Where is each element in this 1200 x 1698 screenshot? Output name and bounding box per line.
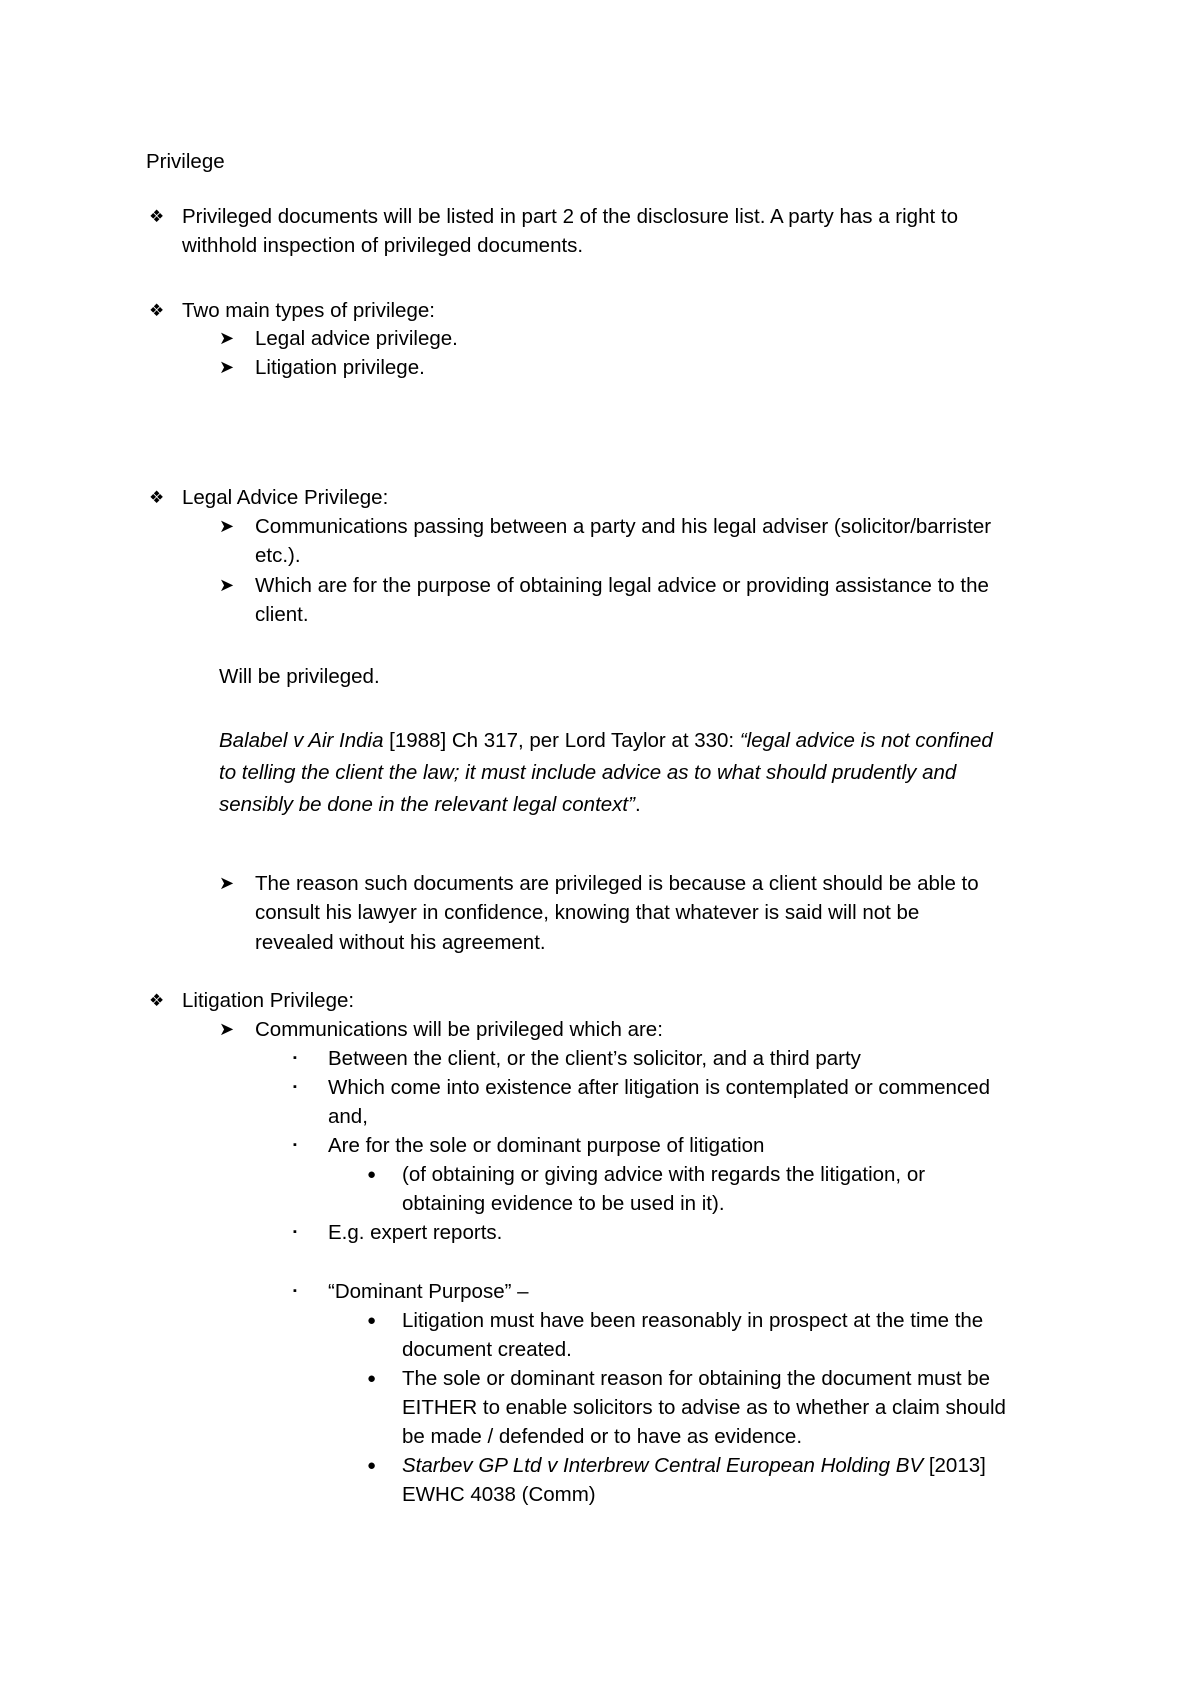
diamond-bullet-icon: ❖ [149,301,165,320]
arrow-bullet-icon: ➤ [219,575,235,595]
square-bullet-icon: ▪ [293,1139,297,1151]
case-citation: [1988] Ch 317, per Lord Taylor at 330: [383,729,740,752]
lit-dp2-line-3: be made / defended or to have as evidence. [402,1425,803,1448]
diamond-bullet-icon: ❖ [149,207,165,226]
lap-item-2-line-2: client. [255,603,309,626]
quote-line-2: to telling the client the law; it must include advice as to what should prudently and [219,761,957,784]
lap-conclusion: Will be privileged. [219,665,380,688]
lit-c2-line-1: Which come into existence after litigation is contemplated or commenced [328,1076,991,1099]
lap-reason-line-1: The reason such documents are privileged is because a client should be able to [255,872,979,895]
square-bullet-icon: ▪ [293,1226,297,1238]
dot-bullet-icon: ● [367,1166,377,1183]
square-bullet-icon: ▪ [293,1285,297,1297]
lit-dp3-line-2: EWHC 4038 (Comm) [402,1483,596,1506]
quote-end: . [634,793,641,816]
quote-line-1: “legal advice is not confined [739,729,993,752]
lap-case-line-1 [219,726,993,755]
square-bullet-icon: ▪ [293,1052,297,1064]
lit-c3a-line-2: obtaining evidence to be used in it). [402,1192,725,1215]
diamond-bullet-icon: ❖ [149,488,165,507]
arrow-bullet-icon: ➤ [219,1019,235,1039]
lit-sub: Communications will be privileged which are: [255,1018,663,1041]
lap-item-1-line-1: Communications passing between a party and his legal adviser (solicitor/barrister [255,515,992,538]
case-name: Balabel v Air India [219,729,384,752]
lit-c3: Are for the sole or dominant purpose of litigation [328,1134,765,1157]
arrow-bullet-icon: ➤ [219,516,235,536]
quote-line-3-wrap [219,790,641,819]
lap-reason-line-2: consult his lawyer in confidence, knowing that whatever is said will not be [255,901,920,924]
starbev-case-name: Starbev GP Ltd v Interbrew Central European Holding BV [402,1454,924,1477]
lit-c1: Between the client, or the client’s solicitor, and a third party [328,1047,861,1070]
lap-reason-line-3: revealed without his agreement. [255,931,546,954]
square-bullet-icon: ▪ [293,1081,297,1093]
arrow-bullet-icon: ➤ [219,873,235,893]
arrow-bullet-icon: ➤ [219,357,235,377]
dot-bullet-icon: ● [367,1312,377,1329]
lap-heading: Legal Advice Privilege: [182,486,389,509]
arrow-bullet-icon: ➤ [219,328,235,348]
diamond-bullet-icon: ❖ [149,991,165,1010]
intro-line-1: Privileged documents will be listed in part 2 of the disclosure list. A party has a right to [182,205,958,228]
lit-dp1-line-1: Litigation must have been reasonably in prospect at the time the [402,1309,984,1332]
types-item-1: Legal advice privilege. [255,327,458,350]
lit-dp1-line-2: document created. [402,1338,572,1361]
starbev-citation: [2013] [923,1454,986,1477]
lap-item-2-line-1: Which are for the purpose of obtaining legal advice or providing assistance to the [255,574,989,597]
lit-heading: Litigation Privilege: [182,989,355,1012]
dot-bullet-icon: ● [367,1370,377,1387]
quote-line-3: sensibly be done in the relevant legal context” [219,793,635,816]
lit-c4: E.g. expert reports. [328,1221,503,1244]
dot-bullet-icon: ● [367,1457,377,1474]
lit-dp2-line-2: EITHER to enable solicitors to advise as to whether a claim should [402,1396,1006,1419]
lit-dp: “Dominant Purpose” – [328,1280,529,1303]
lap-item-1-line-2: etc.). [255,544,301,567]
types-item-2: Litigation privilege. [255,356,425,379]
types-heading: Two main types of privilege: [182,299,435,322]
lit-c2-line-2: and, [328,1105,368,1128]
intro-line-2: withhold inspection of privileged documents. [182,234,584,257]
lit-dp2-line-1: The sole or dominant reason for obtaining the document must be [402,1367,991,1390]
document-title: Privilege [146,150,225,173]
lit-dp3-line-1 [402,1451,986,1480]
lit-c3a-line-1: (of obtaining or giving advice with regards the litigation, or [402,1163,926,1186]
